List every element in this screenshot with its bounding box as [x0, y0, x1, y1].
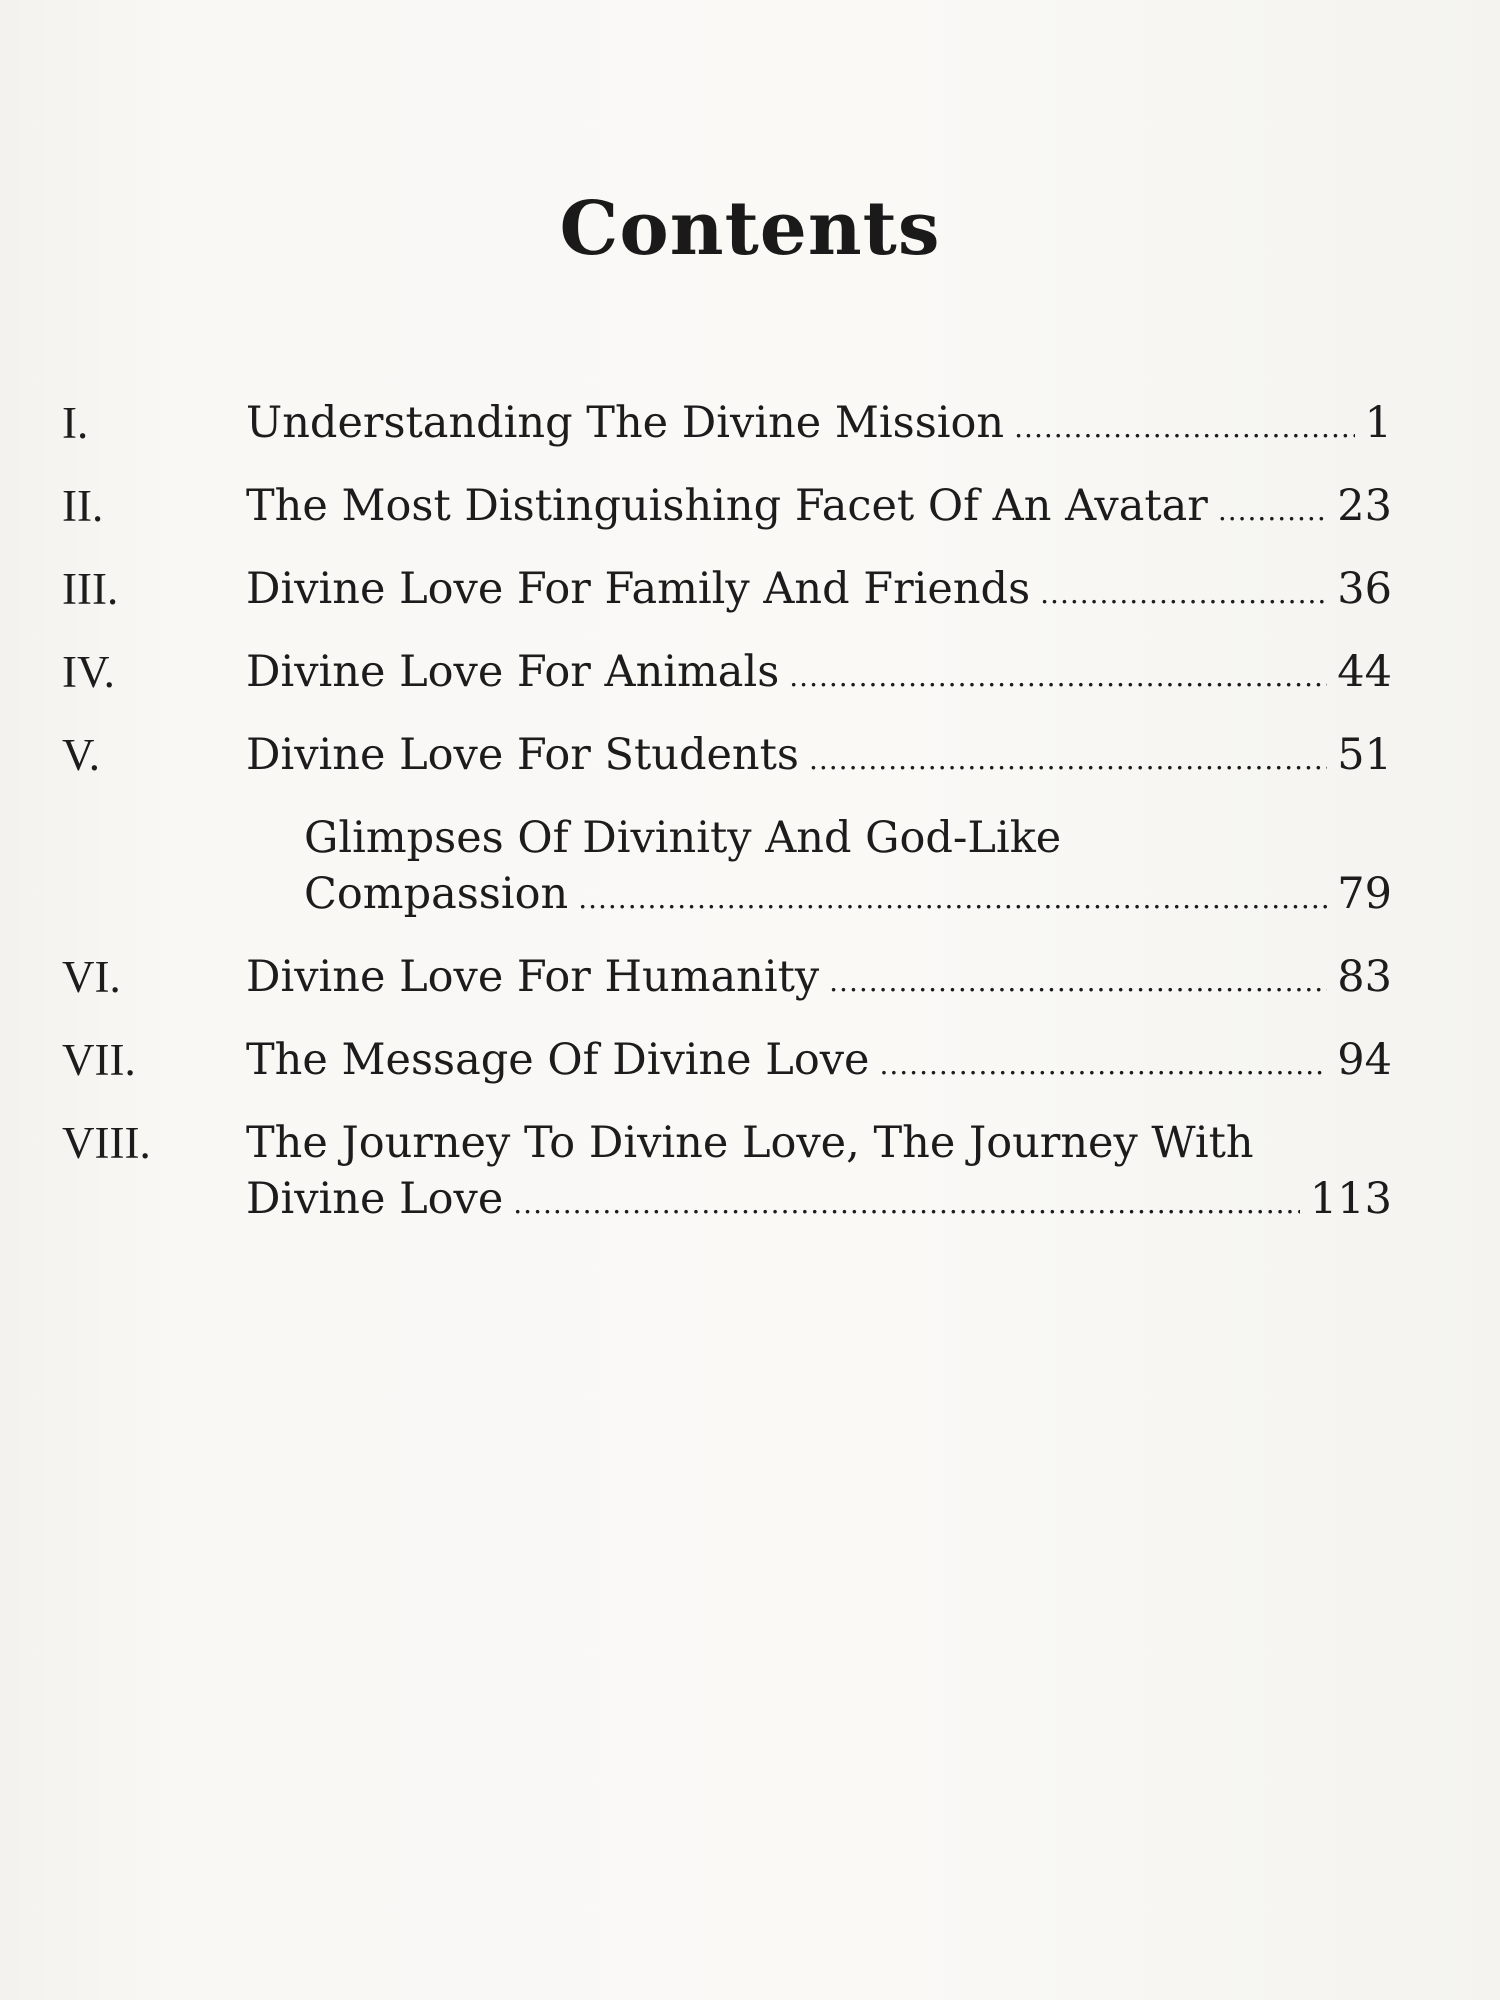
page-number: 23	[1337, 481, 1392, 531]
page-number: 94	[1337, 1035, 1392, 1085]
chapter-numeral: VI.	[62, 952, 121, 1002]
chapter-title: Divine Love For Animals	[246, 647, 780, 697]
toc-entry-1	[62, 395, 1392, 456]
toc-entry-5	[62, 727, 1392, 788]
chapter-numeral: VIII.	[62, 1118, 151, 1168]
chapter-title: Understanding The Divine Mission	[246, 398, 1005, 448]
toc-entry-6	[62, 949, 1392, 1010]
dot-leader	[789, 649, 1327, 705]
dot-leader	[1218, 483, 1327, 539]
table-of-contents	[62, 395, 1392, 1254]
chapter-title-line-2: Compassion	[304, 869, 569, 919]
page-number: 83	[1337, 952, 1392, 1002]
toc-entry-4	[62, 644, 1392, 705]
page-title: Contents	[559, 186, 941, 272]
page-number: 36	[1337, 564, 1392, 614]
toc-entry-3	[62, 561, 1392, 622]
toc-entry-subsection	[62, 810, 1392, 927]
chapter-title-line-2: Divine Love	[246, 1174, 504, 1224]
dot-leader	[829, 954, 1327, 1010]
chapter-numeral: IV.	[62, 647, 115, 697]
chapter-numeral: V.	[62, 730, 100, 780]
chapter-title-line-1: Glimpses Of Divinity And God-Like	[304, 813, 1062, 863]
chapter-title: Divine Love For Family And Friends	[246, 564, 1031, 614]
chapter-title: The Message Of Divine Love	[246, 1035, 870, 1085]
page-number: 79	[1337, 869, 1392, 919]
page-number: 44	[1337, 647, 1392, 697]
chapter-title-line-1: The Journey To Divine Love, The Journey With	[246, 1118, 1254, 1168]
toc-entry-8	[62, 1115, 1392, 1232]
chapter-numeral: I.	[62, 398, 89, 448]
dot-leader	[809, 732, 1327, 788]
chapter-numeral: VII.	[62, 1035, 136, 1085]
page-number: 1	[1364, 398, 1392, 448]
page-number: 51	[1337, 730, 1392, 780]
dot-leader	[879, 1037, 1327, 1093]
chapter-title: The Most Distinguishing Facet Of An Avatar	[246, 481, 1208, 531]
dot-leader	[578, 871, 1327, 927]
chapter-title: Divine Love For Students	[246, 730, 799, 780]
dot-leader	[1014, 400, 1355, 456]
chapter-numeral: II.	[62, 481, 104, 531]
chapter-numeral: III.	[62, 564, 119, 614]
page-number: 113	[1309, 1174, 1392, 1224]
dot-leader	[513, 1176, 1300, 1232]
toc-entry-2	[62, 478, 1392, 539]
toc-entry-7	[62, 1032, 1392, 1093]
dot-leader	[1040, 566, 1327, 622]
chapter-title: Divine Love For Humanity	[246, 952, 820, 1002]
